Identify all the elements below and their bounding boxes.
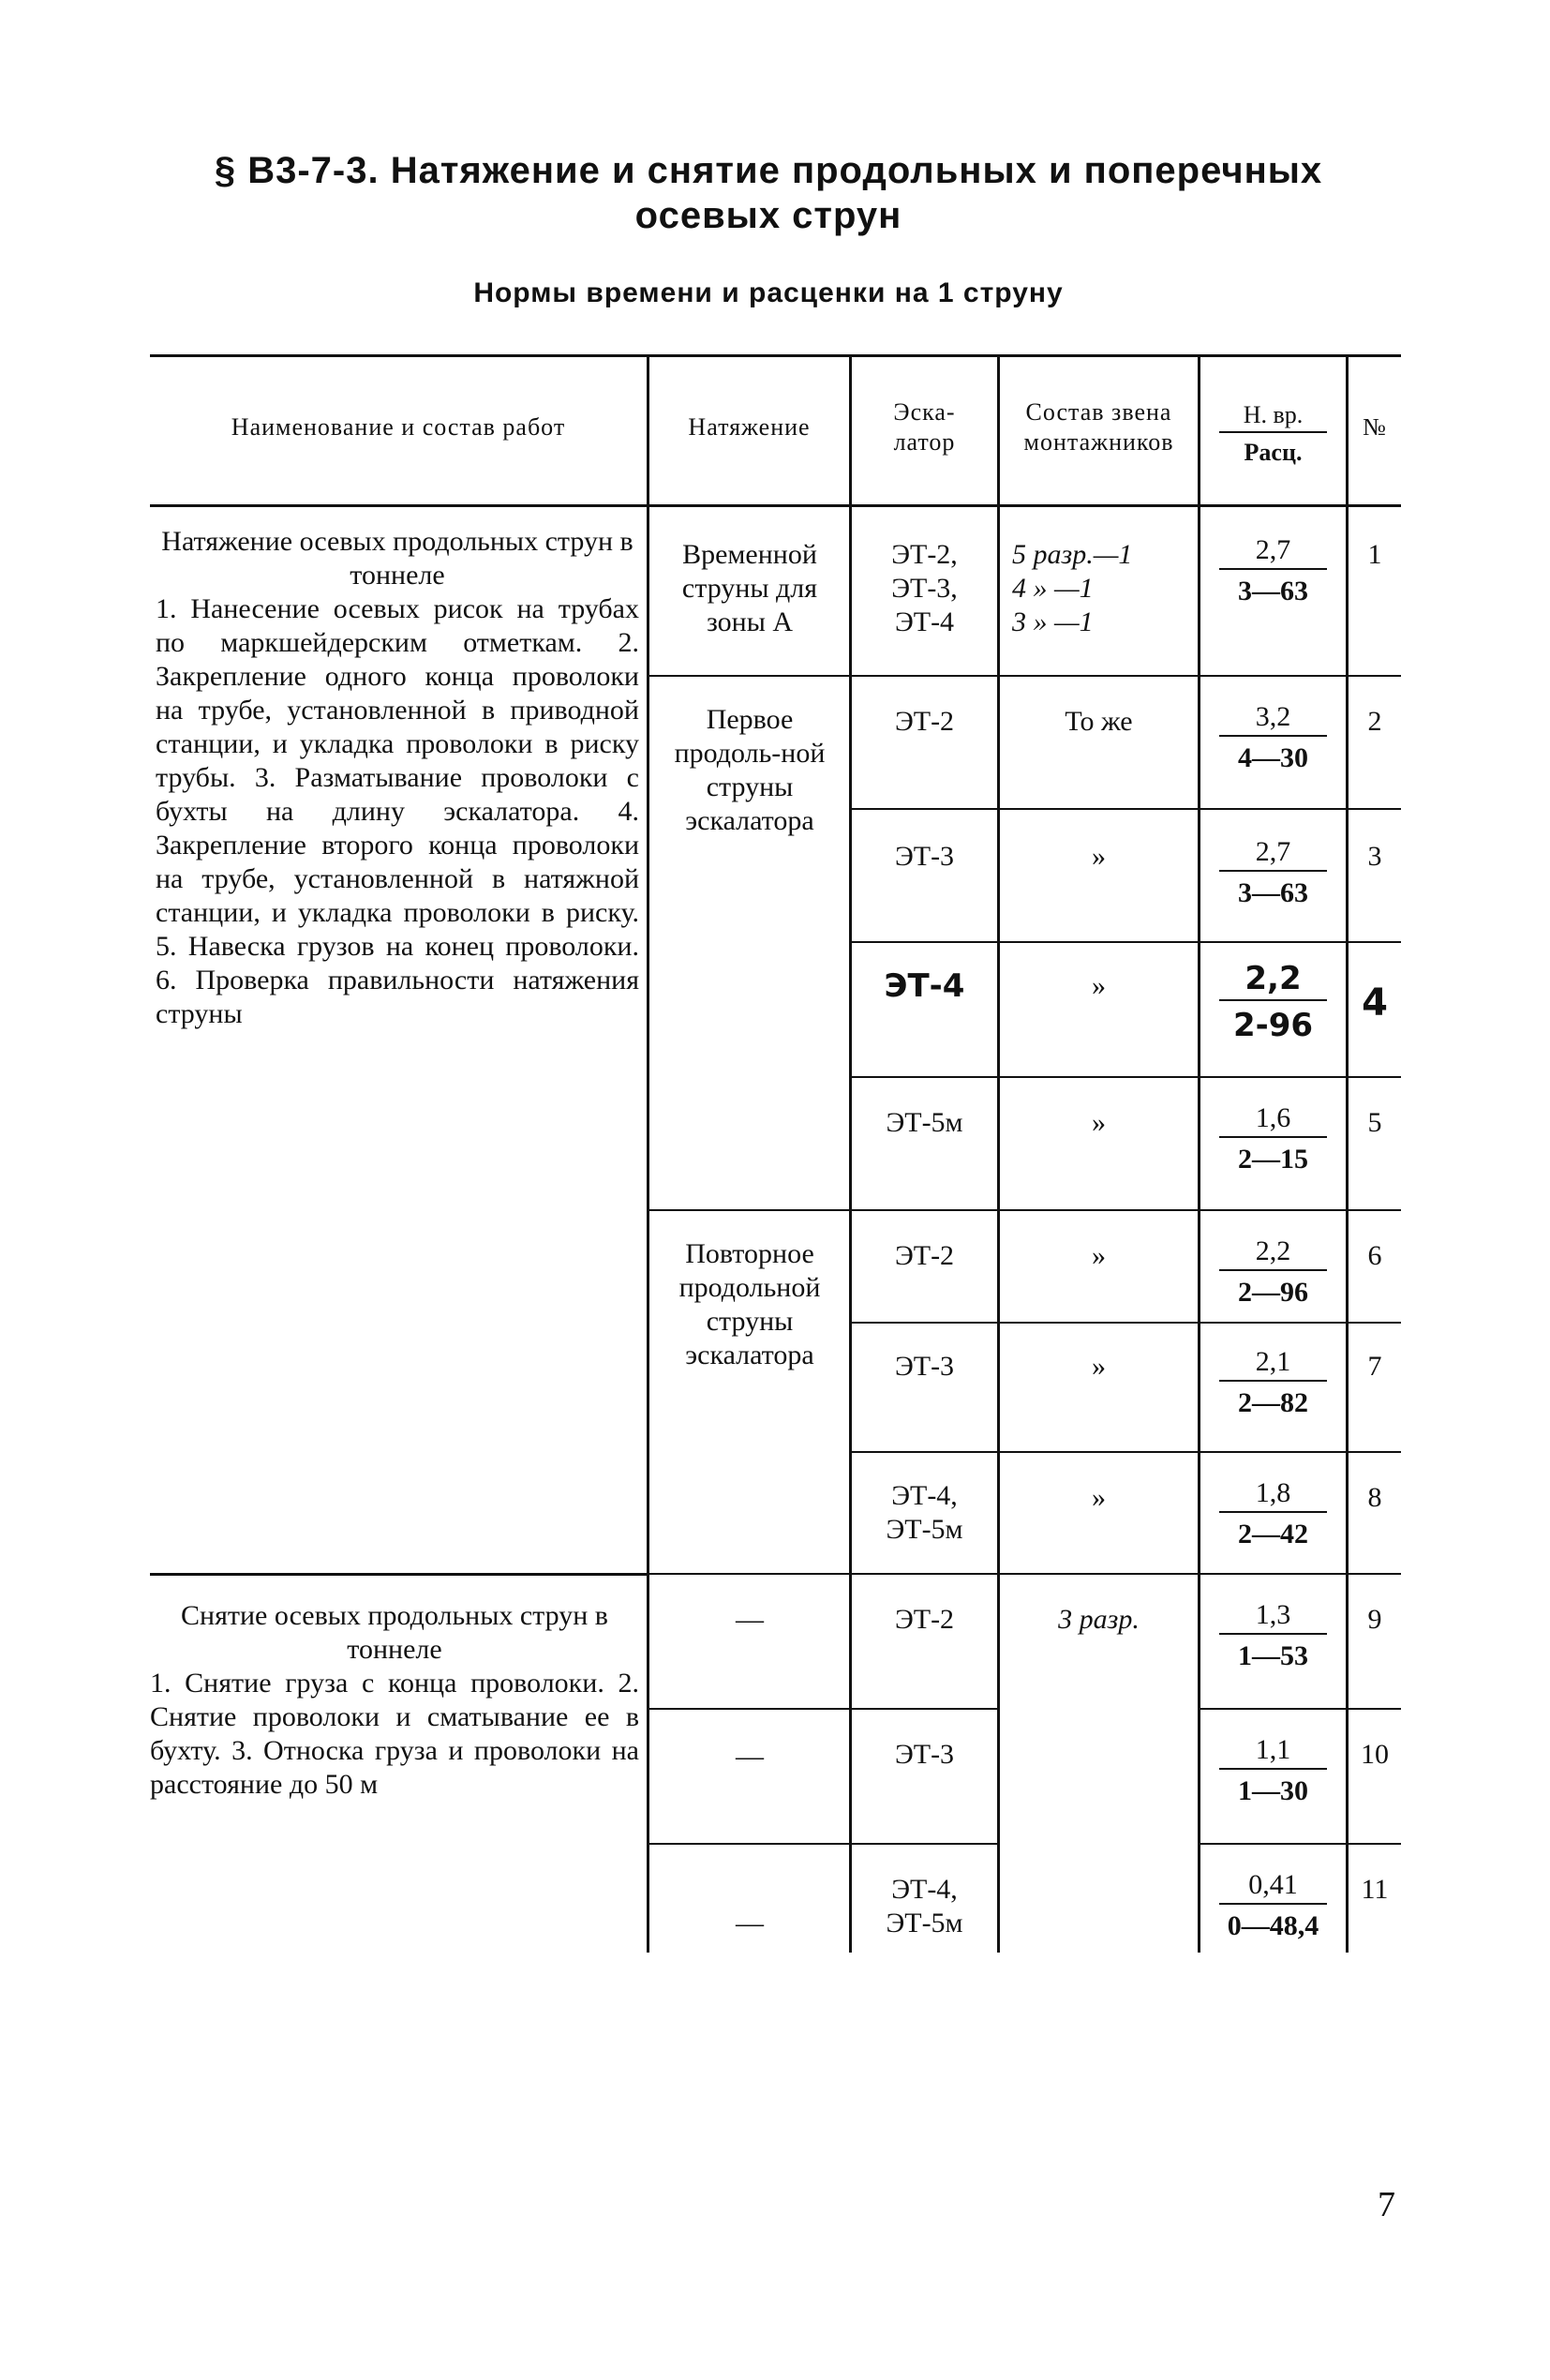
header-work: Наименование и состав работ xyxy=(231,413,566,441)
norm-price-cell xyxy=(1200,1869,1346,1942)
norm-value: 1,3 xyxy=(1219,1599,1327,1635)
section-title-line1: § В3-7-3. Натяжение и снятие продольных и поперечных xyxy=(214,150,1323,191)
norm-value: 1,8 xyxy=(1219,1477,1327,1513)
price-value: 2—15 xyxy=(1238,1144,1308,1175)
work-heading-removal: Снятие осевых продольных струн в тоннеле xyxy=(181,1600,608,1665)
norm-value: 2,7 xyxy=(1219,836,1327,872)
row-number: 11 xyxy=(1361,1874,1389,1905)
header-escalator: Эска- латор xyxy=(893,398,956,456)
row-number: 7 xyxy=(1367,1351,1382,1382)
crew-cell: » xyxy=(1092,970,1106,1001)
crew-cell: » xyxy=(1092,1240,1106,1271)
escalator-cell: ЭТ-2 xyxy=(894,706,955,737)
escalator-cell: ЭТ-2, ЭТ-3, ЭТ-4 xyxy=(891,539,958,637)
escalator-cell: ЭТ-2 xyxy=(894,1604,955,1635)
norm-price-cell xyxy=(1200,534,1346,607)
escalator-cell: ЭТ-3 xyxy=(894,1351,955,1382)
header-price: Расц. xyxy=(1244,439,1303,466)
crew-cell: То же xyxy=(1065,706,1133,737)
row-number: 6 xyxy=(1367,1240,1382,1271)
header-number: № xyxy=(1363,413,1387,441)
norm-value: 1,1 xyxy=(1219,1734,1327,1770)
tension-dash-9: — xyxy=(736,1604,764,1635)
row-number: 2 xyxy=(1367,706,1382,737)
price-value: 2—42 xyxy=(1238,1519,1308,1549)
norm-price-cell xyxy=(1200,1734,1346,1807)
crew-cell xyxy=(1012,538,1190,639)
norm-value: 2,2 xyxy=(1219,960,1327,1001)
crew-cell: » xyxy=(1092,1482,1106,1513)
escalator-cell: ЭТ-4 xyxy=(884,967,965,1005)
section-title-line2: осевых струн xyxy=(634,195,902,236)
tension-dash-11: — xyxy=(736,1908,764,1938)
work-description-tension xyxy=(156,525,639,1031)
norm-price-cell xyxy=(1200,1477,1346,1550)
table-subtitle: Нормы времени и расценки на 1 струну xyxy=(473,277,1064,308)
crew-line: 4 » —1 xyxy=(1012,573,1094,604)
crew-line: 3 » —1 xyxy=(1012,606,1094,637)
escalator-cell: ЭТ-2 xyxy=(894,1240,955,1271)
header-tension: Натяжение xyxy=(688,413,811,441)
crew-cell: » xyxy=(1092,841,1106,872)
row-number: 5 xyxy=(1367,1107,1382,1138)
price-value: 2—82 xyxy=(1238,1387,1308,1418)
work-steps-tension: 1. Нанесение осевых рисок на трубах по маркшейдерским отметкам. 2. Закрепление одного конца проволоки на трубе, установленной в приводной станции, и укладка проволоки в риску трубы. 3. Разматывание проволоки с бухты на длину эскалатора. 4. Закрепление второго конца проволоки на трубе, установленной в натяжной станции, и укладка проволоки в риску. 5. Навеска грузов на конец проволоки. 6. Проверка правильности натяжения струны xyxy=(156,593,639,1029)
header-norm-price xyxy=(1200,401,1346,467)
norm-value: 2,2 xyxy=(1219,1235,1327,1271)
norm-value: 2,1 xyxy=(1219,1346,1327,1382)
escalator-cell: ЭТ-4, ЭТ-5м xyxy=(886,1874,963,1938)
header-norm: Н. вр. xyxy=(1219,401,1327,433)
row-number: 3 xyxy=(1367,841,1382,872)
page-number: 7 xyxy=(1378,2185,1395,2224)
norm-price-cell xyxy=(1200,701,1346,774)
norm-price-cell xyxy=(1200,960,1346,1044)
row-number: 1 xyxy=(1367,539,1382,570)
escalator-cell: ЭТ-4, ЭТ-5м xyxy=(886,1480,963,1545)
norm-value: 3,2 xyxy=(1219,701,1327,737)
norm-price-cell xyxy=(1200,1346,1346,1419)
tension-temporary: Временной струны для зоны А xyxy=(681,539,818,637)
header-crew: Состав звена монтажников xyxy=(1023,398,1174,456)
row-number: 8 xyxy=(1367,1482,1382,1513)
work-steps-removal: 1. Снятие груза с конца проволоки. 2. Снятие проволоки и сматывание ее в бухту. 3. Относка груза и проволоки на расстояние до 50 м xyxy=(150,1668,639,1800)
crew-cell: 3 разр. xyxy=(1058,1604,1140,1635)
row-number: 9 xyxy=(1367,1604,1382,1635)
escalator-cell: ЭТ-5м xyxy=(886,1107,963,1138)
work-heading-tension: Натяжение осевых продольных струн в тоннеле xyxy=(161,526,633,591)
row-number: 10 xyxy=(1361,1739,1389,1770)
price-value: 1—30 xyxy=(1238,1775,1308,1806)
norm-price-cell xyxy=(1200,1235,1346,1309)
price-value: 1—53 xyxy=(1238,1640,1308,1671)
escalator-cell: ЭТ-3 xyxy=(894,1739,955,1770)
crew-cell: » xyxy=(1092,1107,1106,1138)
crew-cell: » xyxy=(1092,1351,1106,1382)
work-description-removal xyxy=(150,1599,639,1802)
norm-price-cell xyxy=(1200,1599,1346,1672)
tension-first: Первое продоль-ной струны эскалатора xyxy=(674,704,826,836)
norm-price-cell xyxy=(1200,836,1346,909)
price-value: 3—63 xyxy=(1238,877,1308,908)
norm-value: 0,41 xyxy=(1219,1869,1327,1905)
price-value: 4—30 xyxy=(1238,742,1308,773)
price-value: 3—63 xyxy=(1238,576,1308,606)
price-value: 2-96 xyxy=(1232,1007,1314,1044)
crew-line: 5 разр.—1 xyxy=(1012,539,1133,570)
escalator-cell: ЭТ-3 xyxy=(894,841,955,872)
tension-repeat: Повторное продольной струны эскалатора xyxy=(678,1238,821,1370)
price-value: 2—96 xyxy=(1238,1277,1308,1308)
row-number: 4 xyxy=(1362,981,1388,1025)
norm-value: 2,7 xyxy=(1219,534,1327,570)
tension-dash-10: — xyxy=(736,1741,764,1772)
norm-price-cell xyxy=(1200,1102,1346,1175)
price-value: 0—48,4 xyxy=(1227,1910,1319,1941)
norm-value: 1,6 xyxy=(1219,1102,1327,1138)
